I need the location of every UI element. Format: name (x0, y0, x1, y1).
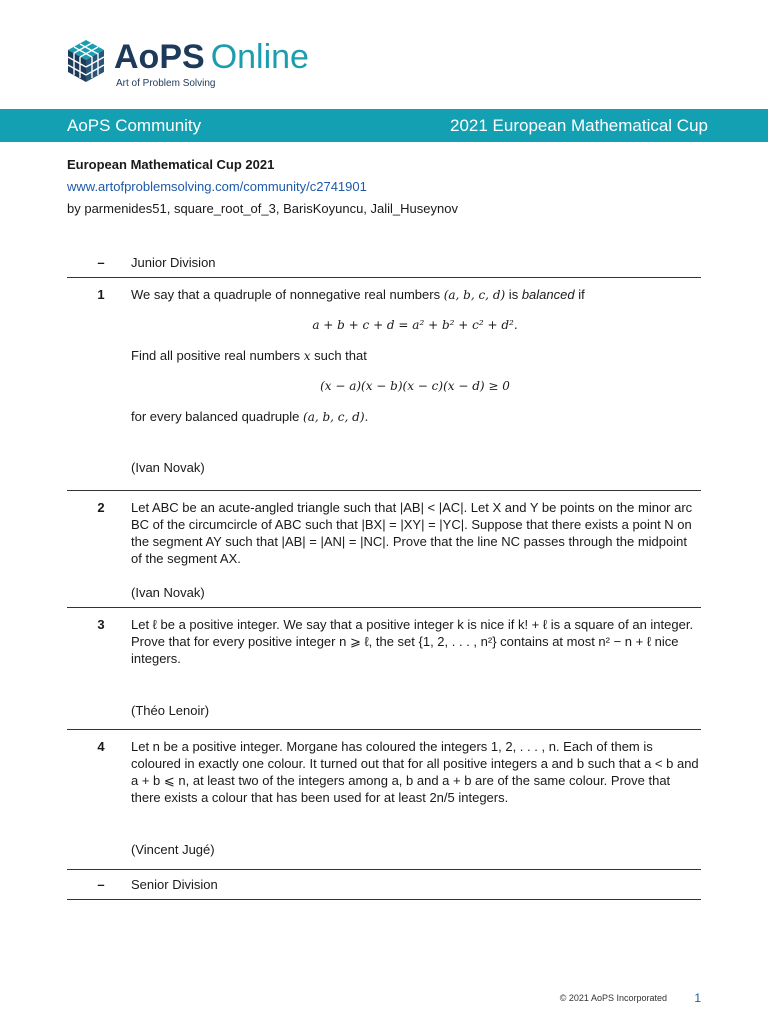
math-inline: (a, b, c, d). (303, 410, 369, 424)
page-footer (0, 991, 768, 1007)
text-fragment: if (574, 287, 585, 302)
math-display-inequality: (x − a)(x − b)(x − c)(x − d) ≥ 0 (320, 379, 510, 393)
copyright-text: © 2021 AoPS Incorporated (559, 993, 667, 1003)
problem-text: Let ℓ be a positive integer. We say that a positive integer k is nice if k! + ℓ is a square of an integer. Prove that for every positive integer n ⩾ ℓ, the set {1, 2, . . . , n²} contains at most n² − n + ℓ nice integers. (131, 617, 694, 666)
problem-row-4 (67, 730, 701, 870)
problem-list (67, 245, 701, 900)
section-label: Junior Division (131, 255, 216, 270)
aops-logo[interactable] (66, 38, 309, 92)
text-fragment: for every balanced quadruple (131, 409, 304, 424)
text-fragment: such that (310, 348, 367, 363)
problem-number: 3 (97, 617, 105, 632)
problem-text-line (131, 408, 699, 426)
logo-brand: AoPS (114, 38, 205, 76)
problem-text: Let n be a positive integer. Morgane has coloured the integers 1, 2, . . . , n. Each of them is coloured in exactly one colour. It turned out that for all positive integers a and b such that a < b and a + b ⩽ n, at least two of the integers among a, b and a + b are of the same colour. Prove that there exists a colour that has been used for at least 2n/5 integers. (131, 739, 699, 805)
problem-text-line (131, 286, 699, 304)
problem-author: (Ivan Novak) (131, 585, 205, 600)
section-label: Senior Division (131, 877, 218, 892)
problem-body (131, 286, 701, 490)
text-fragment: Find all positive real numbers (131, 348, 304, 363)
text-fragment: We say that a quadruple of nonnegative real numbers (131, 287, 444, 302)
section-marker: – (97, 877, 105, 892)
community-url-link[interactable]: www.artofproblemsolving.com/community/c2741901 (67, 179, 367, 194)
banner-contest-title: 2021 European Mathematical Cup (450, 115, 708, 135)
section-row-senior (67, 870, 701, 900)
problem-author: (Vincent Jugé) (131, 842, 215, 857)
aops-cube-icon (66, 38, 106, 84)
problem-number: 1 (97, 287, 105, 302)
banner-community-link[interactable]: AoPS Community (67, 115, 202, 135)
problem-text-line (131, 347, 699, 365)
problem-author: (Ivan Novak) (131, 460, 205, 475)
page-number: 1 (694, 991, 701, 1005)
problem-number: 2 (97, 500, 105, 515)
header-banner (0, 109, 768, 142)
authors-line: by parmenides51, square_root_of_3, BarisKoyuncu, Jalil_Huseynov (67, 201, 458, 216)
document-title: European Mathematical Cup 2021 (67, 157, 275, 172)
problem-body (131, 616, 701, 729)
problem-body (131, 499, 701, 607)
document-meta (67, 156, 707, 218)
problem-author: (Théo Lenoir) (131, 703, 210, 718)
problem-row-3 (67, 608, 701, 730)
math-inline: x (303, 349, 311, 363)
problem-row-1 (67, 278, 701, 491)
problem-number: 4 (97, 739, 105, 754)
problem-row-2 (67, 491, 701, 608)
problem-body (131, 738, 701, 869)
logo-wordmark (114, 38, 309, 76)
logo-text (114, 38, 309, 89)
math-display-equation: a + b + c + d = a² + b² + c² + d². (312, 318, 518, 332)
logo-tagline: Art of Problem Solving (116, 78, 216, 89)
emphasis-term: balanced (521, 287, 575, 302)
section-row-junior (67, 245, 701, 278)
text-fragment: is (505, 287, 522, 302)
problem-text: Let ABC be an acute-angled triangle such that |AB| < |AC|. Let X and Y be points on the minor arc BC of the circumcircle of ABC such that |BX| = |XY| = |YC|. Suppose that there exists a point N on the segment AY such that |AB| = |AN| = |NC|. Prove that the line NC passes through the midpoint of the segment AX. (131, 500, 693, 566)
math-inline: (a, b, c, d) (443, 288, 506, 302)
section-marker: – (97, 255, 105, 270)
logo-product: Online (210, 38, 309, 76)
